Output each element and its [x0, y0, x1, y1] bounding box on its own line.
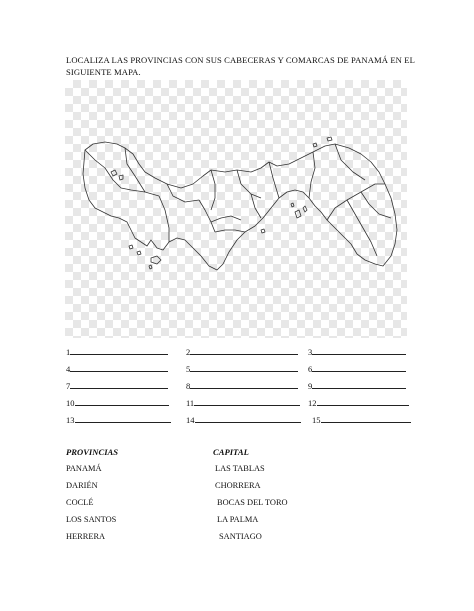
blank-9[interactable]: 9	[308, 380, 406, 391]
island-small-3	[313, 143, 317, 147]
island-perlas-3	[291, 203, 294, 207]
capital-item: SANTIAGO	[219, 532, 262, 541]
island-small-2	[129, 245, 133, 249]
island-bocas-1	[111, 170, 117, 176]
capital-item: BOCAS DEL TORO	[217, 498, 288, 507]
instructions-text: LOCALIZA LAS PROVINCIAS CON SUS CABECERAS Y COMARCAS DE PANAMÁ EN EL SIGUIENTE MAPA.	[66, 55, 415, 77]
province-item: HERRERA	[66, 532, 106, 541]
blank-6[interactable]: 6	[308, 363, 406, 374]
country-outline	[83, 142, 397, 270]
island-taboga	[261, 229, 265, 233]
blank-3[interactable]: 3	[308, 346, 406, 357]
blank-2[interactable]: 2	[186, 346, 298, 357]
border-bocas	[85, 150, 121, 188]
border-colon	[237, 170, 261, 198]
border-herrera-2	[211, 216, 241, 222]
border-chiriqui	[121, 188, 159, 196]
border-darien-n	[327, 184, 385, 220]
border-ngabe	[125, 148, 145, 192]
province-item: LOS SANTOS	[66, 515, 117, 524]
blank-15[interactable]: 15	[312, 414, 411, 425]
blank-12[interactable]: 12	[308, 397, 409, 408]
island-coiba	[151, 256, 161, 264]
blank-14[interactable]: 14	[186, 414, 301, 425]
blank-4[interactable]: 4	[66, 363, 168, 374]
border-herrera	[215, 230, 245, 232]
blank-10[interactable]: 10	[66, 397, 169, 408]
capital-item: CHORRERA	[215, 481, 261, 490]
border-cocle-e	[211, 170, 215, 210]
blank-1[interactable]: 1	[66, 346, 168, 357]
blank-11[interactable]: 11	[186, 397, 300, 408]
island-perlas-1	[295, 210, 301, 218]
province-item: DARIÉN	[66, 481, 98, 490]
blank-7[interactable]: 7	[66, 380, 168, 391]
blank-5[interactable]: 5	[186, 363, 298, 374]
border-darien-s	[347, 200, 377, 256]
capital-item: LA PALMA	[217, 515, 259, 524]
blank-8[interactable]: 8	[186, 380, 298, 391]
island-perlas-2	[303, 206, 307, 212]
province-item: PANAMÁ	[66, 464, 102, 473]
border-guna-2	[335, 144, 365, 180]
capitals-header: CAPITAL	[213, 447, 249, 457]
border-guna	[309, 152, 315, 198]
island-small-5	[149, 265, 152, 269]
border-panama	[269, 162, 279, 198]
border-embera	[361, 192, 391, 218]
panama-map	[65, 80, 407, 338]
island-small-1	[137, 251, 141, 255]
capital-item: LAS TABLAS	[215, 464, 265, 473]
blank-13[interactable]: 13	[66, 414, 171, 425]
border-veraguas-w	[159, 196, 169, 242]
border-veraguas-n	[167, 184, 199, 202]
provinces-header: PROVINCIAS	[66, 447, 119, 457]
panama-map-outline	[65, 80, 407, 338]
island-bocas-2	[119, 175, 123, 180]
island-small-4	[327, 137, 332, 141]
province-item: COCLÉ	[66, 498, 94, 507]
